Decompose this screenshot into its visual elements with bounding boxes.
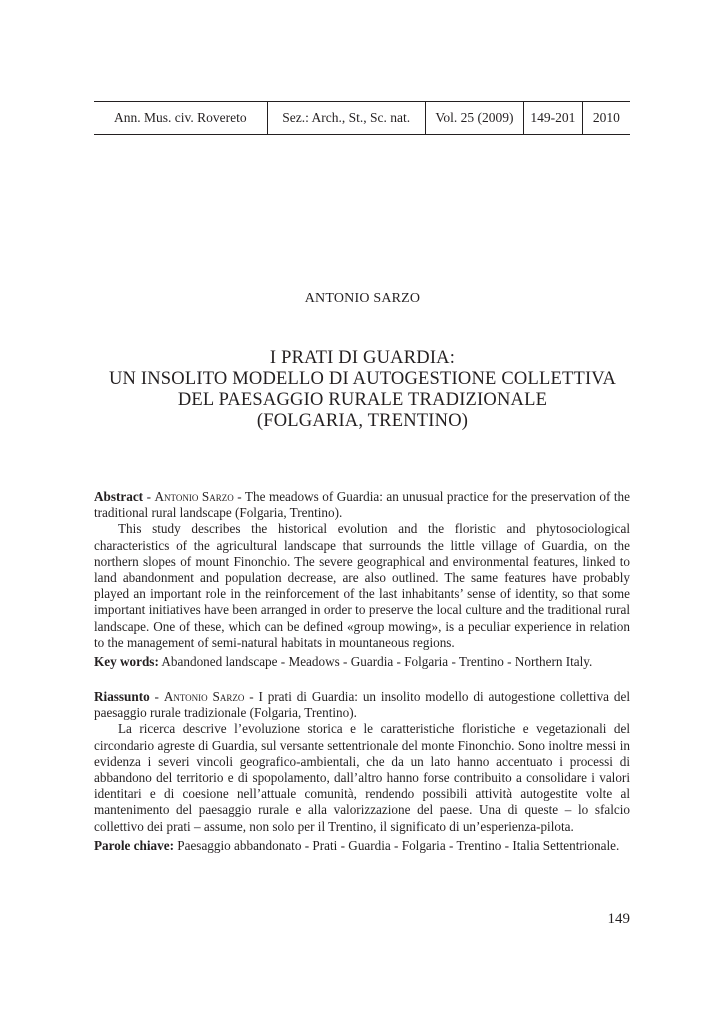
riassunto-body: La ricerca descrive l’evoluzione storica e le caratteristiche floristiche e vegetazionali del circondario agreste di Guardia, sul versante settentrionale del monte Finonchio. Sono inoltre messi in evidenza i severi vincoli geografico-ambientali, che da un lato hanno accentuato i processi di abbandono del territorio e di spopolamento, dall’altro hanno forse contribuito a consolidare i valori identitari e di coesione nell’attuale comunità, rendendo possibili attività autogestite volte al mantenimento del paesaggio rurale e alla valorizzazione del paese. Una di queste – lo sfalcio collettivo dei prati – assume, non solo per il Trentino, il significato di un’esperienza-pilota.: [94, 721, 630, 834]
title-line: DEL PAESAGGIO RURALE TRADIZIONALE: [177, 390, 548, 410]
parole-chiave-text: Paesaggio abbandonato - Prati - Guardia - Folgaria - Trentino - Italia Settentrionale.: [173, 837, 620, 853]
riassunto-intro-text: - I prati di Guardia: un insolito modello di autogestione collettiva del paesaggio rurale tradizionale (Folgaria, Trentino).: [94, 689, 630, 721]
parole-chiave: [94, 838, 630, 854]
abstract-intro: Abstract - Antonio Sarzo - The meadows of Guardia: an unusual practice for the preservation of the traditional rural landscape (Folgaria, Trentino).: [94, 489, 631, 521]
abstract-body: This study describes the historical evolution and the floristic and phytosociological characteristics of the agricultural landscape that surrounds the little village of Guardia, on the northern slopes of mount Finonchio. The severe geographical and environmental features, linked to land abandonment and population decrease, are also outlined. The same features have probably played an important role in the reinforcement of the last inhabitants’ sense of identity, so that some important initiatives have been arranged in order to preserve the local culture and the traditional rural landscape. One of these, which can be defined «group mowing», is a peculiar experience in relation to the management of semi-natural habitats in mountaneous regions.: [94, 521, 630, 650]
abstract-section: [94, 489, 630, 670]
keywords-label: Key words:: [94, 654, 159, 670]
keywords: [94, 654, 630, 670]
title-line: UN INSOLITO MODELLO DI AUTOGESTIONE COLLETTIVA: [108, 369, 617, 389]
header-volume: Vol. 25 (2009): [425, 102, 523, 135]
abstract-label: Abstract: [94, 489, 144, 504]
riassunto-section: [94, 689, 630, 854]
page-number: 149: [607, 911, 630, 927]
header-year: 2010: [582, 102, 630, 135]
parole-chiave-label: Parole chiave:: [94, 837, 174, 853]
abstract-intro-text: - The meadows of Guardia: an unusual practice for the preservation of the traditional rural landscape (Folgaria, Trentino).: [94, 489, 631, 521]
journal-header-table: [94, 101, 630, 135]
keywords-text: Abandoned landscape - Meadows - Guardia - Folgaria - Trentino - Northern Italy.: [158, 654, 593, 670]
header-section: Sez.: Arch., St., Sc. nat.: [267, 102, 425, 135]
riassunto-intro: Riassunto - Antonio Sarzo - I prati di Guardia: un insolito modello di autogestione collettiva del paesaggio rurale tradizionale (Folgaria, Trentino).: [94, 689, 630, 721]
abstract-author: Antonio Sarzo: [154, 489, 234, 504]
title-line: I PRATI DI GUARDIA:: [269, 348, 456, 368]
author-name: ANTONIO SARZO: [304, 291, 421, 306]
title-line: (FOLGARIA, TRENTINO): [256, 411, 469, 431]
header-journal: Ann. Mus. civ. Rovereto: [94, 102, 267, 135]
riassunto-label: Riassunto: [94, 689, 150, 704]
header-pages: 149-201: [524, 102, 583, 135]
riassunto-author: Antonio Sarzo: [163, 689, 245, 704]
paper-title: [60, 348, 665, 432]
